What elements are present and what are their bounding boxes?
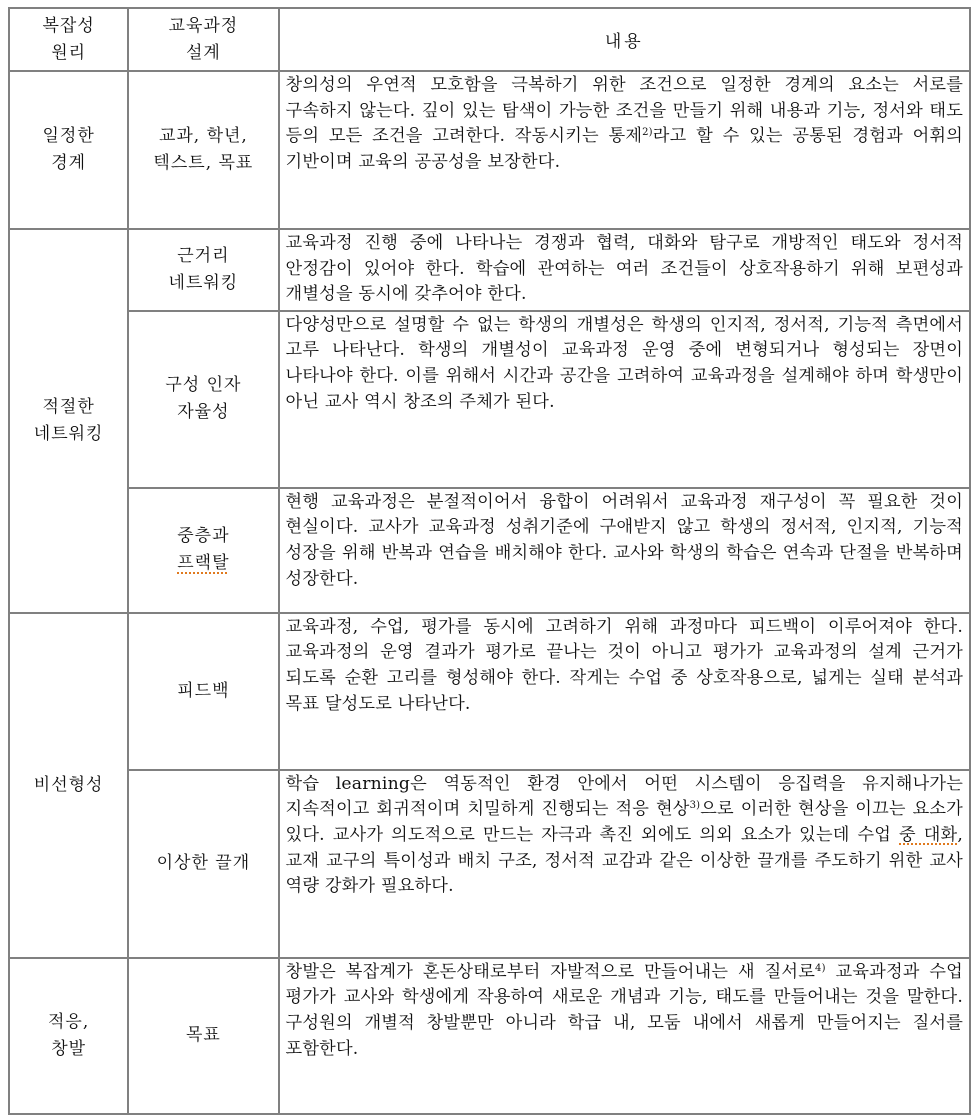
footnote-marker: 3) <box>689 800 701 812</box>
footnote-marker: 2) <box>642 127 653 139</box>
header-row <box>9 8 970 71</box>
header-curriculum-design: 교육과정 설계 <box>128 8 278 71</box>
header-principle: 복잡성 원리 <box>9 8 128 71</box>
design-cell: 중층과 프랙탈 <box>128 488 278 613</box>
design-cell: 구성 인자 자율성 <box>128 311 278 488</box>
footnote-marker: 4) <box>815 962 826 974</box>
table-row <box>9 958 970 1114</box>
spellcheck-flagged-word: 프랙탈 <box>177 553 230 574</box>
design-cell: 이상한 끌개 <box>128 770 278 958</box>
content-cell: 교육과정, 수업, 평가를 동시에 고려하기 위해 과정마다 피드백이 이루어져야 한다. 교육과정의 운영 결과가 평가로 끝나는 것이 아니고 평가가 교육과정의 설계 근거가 되도록 순환 고리를 형성해야 한다. 작게는 수업 중 상호작용으로, 넓게는 실태 분석과 목표 달성도로 나타난다. <box>279 613 970 770</box>
content-cell: 학습 learning은 역동적인 환경 안에서 어떤 시스템이 응집력을 유지해나가는 지속적이고 회귀적이며 치밀하게 진행되는 적응 현상$^{3)}$으로 이러한 현상을 이끄는 요소가 있다. 교사가 의도적으로 만드는 자극과 촉진 외에도 의외 요소가 있는데 수업 중 대화, 교재 교구의 특이성과 배치 구조, 정서적 교감과 같은 이상한 끌개를 주도하기 위한 교사 역량 강화가 필요하다. <box>279 770 970 958</box>
principle-cell: 비선형성 <box>9 613 128 958</box>
content-cell: 교육과정 진행 중에 나타나는 경쟁과 협력, 대화와 탐구로 개방적인 태도와 정서적 안정감이 있어야 한다. 학습에 관여하는 여러 조건들이 상호작용하기 위해 보편성과 개별성을 동시에 갖추어야 한다. <box>279 229 970 311</box>
table-row <box>9 71 970 229</box>
table-row <box>9 229 970 311</box>
complexity-principles-table <box>8 7 971 1115</box>
principle-cell: 적절한 네트워킹 <box>9 229 128 613</box>
table-row <box>9 488 970 613</box>
principle-cell: 적응, 창발 <box>9 958 128 1114</box>
design-cell: 근거리 네트워킹 <box>128 229 278 311</box>
content-cell: 다양성만으로 설명할 수 없는 학생의 개별성은 학생의 인지적, 정서적, 기능적 측면에서 고루 나타난다. 학생의 개별성이 교육과정 운영 중에 변형되거나 형성되는 장면이 나타나야 한다. 이를 위해서 시간과 공간을 고려하여 교육과정을 설계해야 하며 학생만이 아닌 교사 역시 창조의 주체가 된다. <box>279 311 970 488</box>
design-cell: 피드백 <box>128 613 278 770</box>
content-cell: 현행 교육과정은 분절적이어서 융합이 어려워서 교육과정 재구성이 꼭 필요한 것이 현실이다. 교사가 교육과정 성취기준에 구애받지 않고 학생의 정서적, 인지적, 기능적 성장을 위해 반복과 연습을 배치해야 한다. 교사와 학생의 학습은 연속과 단절을 반복하며 성장한다. <box>279 488 970 613</box>
table-row <box>9 613 970 770</box>
table-row <box>9 770 970 958</box>
table-row <box>9 311 970 488</box>
design-cell: 목표 <box>128 958 278 1114</box>
spellcheck-flagged-word: 중 대화 <box>899 824 958 845</box>
header-content: 내용 <box>279 8 970 71</box>
principle-cell: 일정한 경계 <box>9 71 128 229</box>
content-cell: 창의성의 우연적 모호함을 극복하기 위한 조건으로 일정한 경계의 요소는 서로를 구속하지 않는다. 깊이 있는 탐색이 가능한 조건을 만들기 위해 내용과 기능, 정서와 태도 등의 모든 조건을 고려한다. 작동시키는 통제$^{2)}$라고 할 수 있는 공통된 경험과 어휘의 기반이며 교육의 공공성을 보장한다. <box>279 71 970 229</box>
content-cell: 창발은 복잡계가 혼돈상태로부터 자발적으로 만들어내는 새 질서로$^{4)}$ 교육과정과 수업 평가가 교사와 학생에게 작용하여 새로운 개념과 기능, 태도를 만들어내는 것을 말한다. 구성원의 개별적 창발뿐만 아니라 학급 내, 모둠 내에서 새롭게 만들어지는 질서를 포함한다. <box>279 958 970 1114</box>
design-cell: 교과, 학년, 텍스트, 목표 <box>128 71 278 229</box>
